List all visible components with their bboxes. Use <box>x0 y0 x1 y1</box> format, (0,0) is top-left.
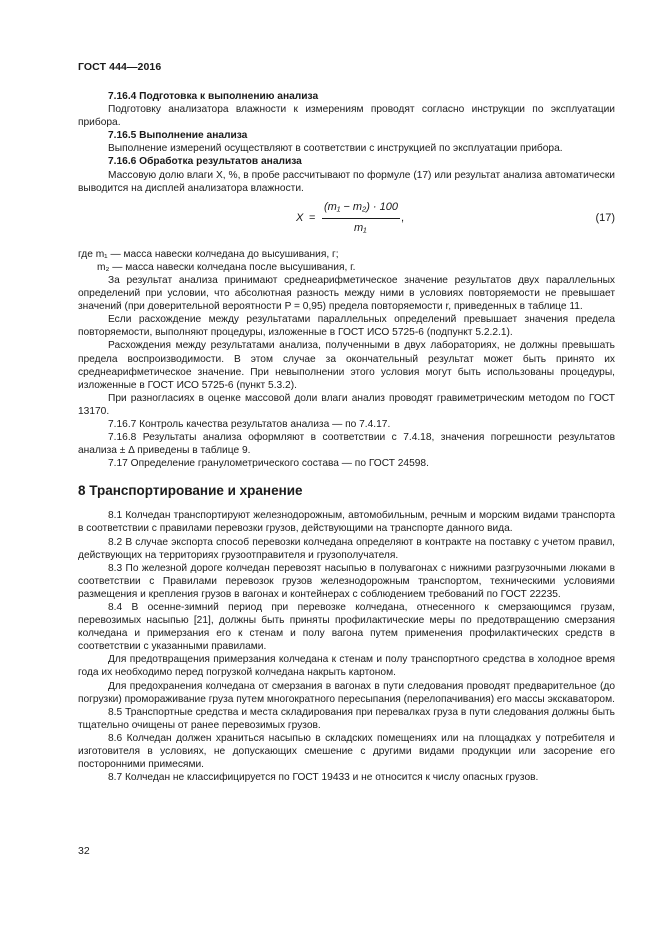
paragraph-discrepancy-labs: Расхождения между результатами анализа, полученными в двух лабораториях, не должны превышать предела воспроизводимости. В этом случае за окончательный результат может быть принято их среднеарифметическое значение. При невыполнении этого условия могут быть использованы процедуры, изложенные в ГОСТ ИСО 5725-6 (пункт 5.3.2). <box>78 340 615 391</box>
section-8-heading: 8 Транспортирование и хранение <box>78 483 303 499</box>
paragraph-8-5: 8.5 Транспортные средства и места складирования при перевалках груза в пути следования должны быть тщательно очищены от ранее перевозимых грузов. <box>78 706 615 731</box>
formula-number: (17) <box>595 211 615 224</box>
section-7-16-6-title: 7.16.6 Обработка результатов анализа <box>108 156 302 168</box>
section-7-16-4-text: Подготовку анализатора влажности к измерениям проводят согласно инструкции по эксплуатации прибора. <box>78 104 615 129</box>
section-7-16-5-text: Выполнение измерений осуществляют в соответствии с инструкцией по эксплуатации прибора. <box>108 143 563 155</box>
paragraph-8-2: 8.2 В случае экспорта способ перевозки колчедана определяют в контракте на поставку с учетом правил, действующих на территориях грузоотправителя и грузополучателя. <box>78 536 615 561</box>
section-7-16-5-title: 7.16.5 Выполнение анализа <box>108 130 248 142</box>
page-content <box>78 90 615 784</box>
where-m2: m₂ — масса навески колчедана после высушивания, г. <box>97 261 356 273</box>
formula-denominator: m₁ <box>354 221 367 234</box>
paragraph-8-4-freezing: Для предохранения колчедана от смерзания в вагонах в пути следования проводят предварительное (до погрузки) промораживание груза путем многократного пересыпания (перелопачивания) его массы экскаватором. <box>78 680 615 705</box>
paragraph-7-16-8: 7.16.8 Результаты анализа оформляют в соответствии с 7.4.18, значения погрешности результатов анализа ± Δ приведены в таблице 9. <box>78 432 615 457</box>
paragraph-disagreement: При разногласиях в оценке массовой доли влаги анализ проводят гравиметрическим методом по ГОСТ 13170. <box>78 392 615 417</box>
formula-17 <box>78 198 615 246</box>
paragraph-8-6: 8.6 Колчедан должен храниться насыпью в складских помещениях или на площадках у потребителя и изготовителя в условиях, не допускающих смешение с другими видами продукции или засорение его посторонними примесями. <box>78 732 615 771</box>
formula-comma: , <box>401 211 405 224</box>
paragraph-7-17: 7.17 Определение гранулометрического состава — по ГОСТ 24598. <box>108 458 429 470</box>
formula-equals: = <box>309 211 316 224</box>
formula-lhs: X <box>296 211 304 224</box>
paragraph-8-4: 8.4 В осенне-зимний период при перевозке колчедана, отнесенного к смерзающимся грузам, перевозимых насыпью [21], должны быть приняты профилактические меры по предотвращению смерзания колчедана и примерзания его к стенам и полу вагона путем применения профилактических средств в соответствии с указанными правилами. <box>78 602 615 653</box>
paragraph-8-3: 8.3 По железной дороге колчедан перевозят насыпью в полувагонах с нижними разгрузочными люками в соответствии с Правилами перевозок грузов железнодорожным транспортом, техническими условиями размещения и крепления грузов в вагонах и контейнерах с соблюдением требований по ГОСТ 22235. <box>78 562 615 600</box>
page-header: ГОСТ 444—2016 <box>78 61 162 73</box>
paragraph-7-16-7: 7.16.7 Контроль качества результатов анализа — по 7.4.17. <box>108 418 391 430</box>
paragraph-discrepancy-parallel: Если расхождение между результатами параллельных определений превышает значения предела повторяемости, выполняют процедуры, изложенные в ГОСТ ИСО 5725-6 (подпункт 5.2.2.1). <box>78 314 615 339</box>
section-7-16-6-text: Массовую долю влаги X, %, в пробе рассчитывают по формуле (17) или результат анализа автоматически выводится на дисплей анализатора влажности. <box>78 169 615 194</box>
section-7-16-4-title: 7.16.4 Подготовка к выполнению анализа <box>108 91 319 102</box>
page-number: 32 <box>78 845 90 857</box>
paragraph-8-7: 8.7 Колчедан не классифицируется по ГОСТ 19433 и не относится к числу опасных грузов. <box>108 772 539 784</box>
formula-numerator: (m₁ − m₂) · 100 <box>324 200 398 213</box>
paragraph-8-1: 8.1 Колчедан транспортируют железнодорожным, автомобильным, речным и морским видами транспорта в соответствии с правилами перевозки грузов, действующими на транспорте данного вида. <box>78 510 615 535</box>
fraction-bar <box>322 218 400 219</box>
paragraph-result: За результат анализа принимают среднеарифметическое значение результатов двух параллельных определений при условии, что абсолютная разность между ними в условиях повторяемости не превышает значений (при доверительной вероятности P = 0,95) предела повторяемости r, приведенных в таблице 11. <box>78 274 615 313</box>
where-m1: где m₁ — масса навески колчедана до высушивания, г; <box>78 248 339 260</box>
paragraph-8-4-cardboard: Для предотвращения примерзания колчедана к стенам и полу транспортного средства в холодное время года их необходимо перед погрузкой колчедана накрыть картоном. <box>78 654 615 679</box>
